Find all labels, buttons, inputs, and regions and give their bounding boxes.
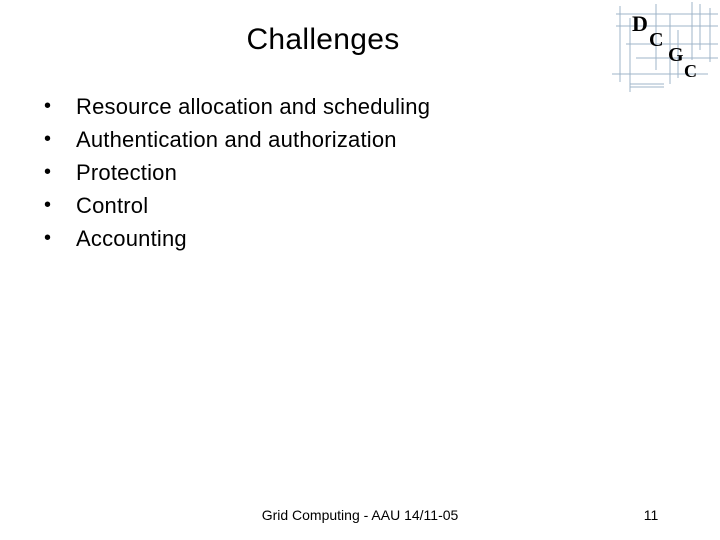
bullet-dot: • (44, 194, 52, 216)
logo-letter-c2: C (684, 61, 697, 81)
slide-title: Challenges (246, 23, 400, 56)
bullet-dot: • (44, 95, 52, 117)
dcgc-logo-graphic (612, 0, 720, 92)
bullet-dot: • (44, 161, 52, 183)
dcgc-logo (612, 0, 720, 92)
bullet-text: Protection (76, 160, 178, 185)
slide-footer: Grid Computing - AAU 14/11-05 (261, 507, 459, 523)
bullet-text: Authentication and authorization (76, 127, 397, 152)
bullet-dot: • (44, 128, 52, 150)
bullet-dot: • (44, 227, 52, 249)
logo-letter-g: G (668, 44, 684, 66)
bullet-text: Resource allocation and scheduling (76, 94, 431, 119)
logo-letter-d: D (632, 11, 648, 36)
bullet-text: Control (76, 193, 149, 218)
logo-letter-c1: C (649, 29, 664, 51)
page-number: 11 (643, 507, 659, 523)
bullet-text: Accounting (76, 226, 187, 251)
